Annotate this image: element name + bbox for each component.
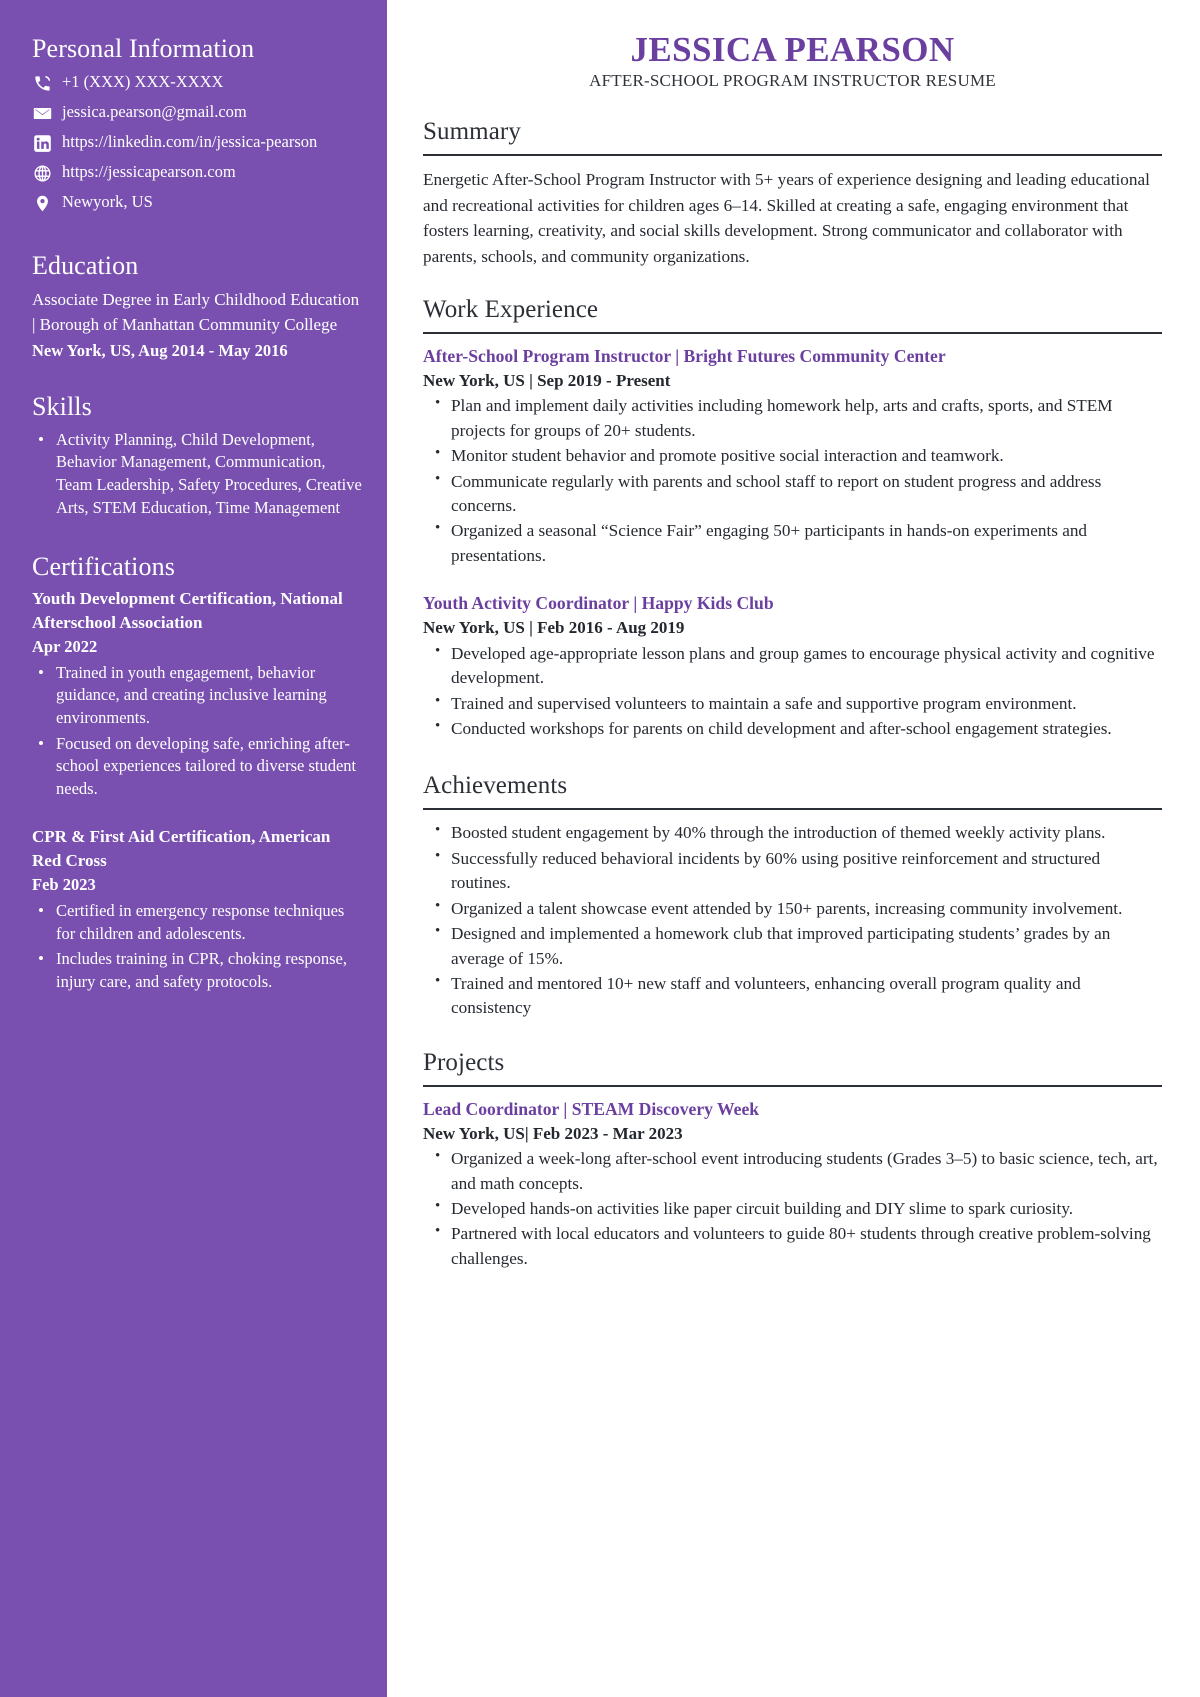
project-entry-meta: New York, US| Feb 2023 - Mar 2023 — [423, 1123, 683, 1143]
contact-list — [32, 71, 363, 214]
contact-linkedin — [32, 131, 363, 154]
achievement-bullet: • Successfully reduced behavioral incidents by 60% using positive reinforcement and structured routines. — [423, 847, 1162, 896]
contact-phone — [32, 71, 363, 94]
certification-title: Youth Development Certification, National Afterschool Association — [32, 589, 343, 632]
achievement-bullet: • Organized a talent showcase event attended by 150+ parents, increasing community involvement. — [423, 897, 1162, 921]
work-entry-meta: New York, US | Sep 2019 - Present — [423, 370, 671, 390]
section-divider — [423, 154, 1162, 156]
project-bullet: • Organized a week-long after-school event introducing students (Grades 3–5) to basic science, tech, art, and math concepts. — [423, 1147, 1162, 1196]
contact-email-value: jessica.pearson@gmail.com — [62, 102, 247, 121]
achievements-section — [423, 771, 1162, 1020]
work-experience-heading: Work Experience — [423, 296, 599, 323]
achievement-bullet: • Boosted student engagement by 40% through the introduction of themed weekly activity plans. — [423, 821, 1162, 845]
spacer — [32, 803, 363, 825]
summary-heading: Summary — [423, 118, 521, 146]
contact-website — [32, 161, 363, 184]
linkedin-icon — [32, 133, 53, 154]
contact-location-value: Newyork, US — [62, 192, 153, 211]
contact-phone-value: +1 (XXX) XXX-XXXX — [62, 72, 224, 91]
sidebar — [0, 0, 387, 1697]
work-bullet: • Conducted workshops for parents on child development and after-school engagement strategies. — [423, 717, 1162, 741]
spacer — [423, 269, 1162, 295]
section-divider — [423, 1085, 1162, 1087]
project-entry-title: Lead Coordinator | STEAM Discovery Week — [423, 1098, 760, 1119]
skills-list — [32, 429, 363, 519]
work-experience-section — [423, 295, 1162, 741]
contact-linkedin-value: https://linkedin.com/in/jessica-pearson — [62, 132, 318, 151]
spacer — [423, 745, 1162, 771]
project-entry-bullets — [423, 1147, 1162, 1271]
certification-bullet: • Includes training in CPR, choking response, injury care, and safety protocols. — [32, 948, 363, 993]
education-meta: New York, US, Aug 2014 - May 2016 — [32, 340, 288, 360]
contact-email — [32, 101, 363, 124]
project-bullet: • Developed hands-on activities like paper circuit building and DIY slime to spark curiosity. — [423, 1197, 1162, 1221]
spacer — [32, 522, 363, 552]
spacer — [423, 1022, 1162, 1048]
certification-bullet: • Trained in youth engagement, behavior guidance, and creating inclusive learning environments. — [32, 662, 363, 730]
certifications-heading: Certifications — [32, 552, 175, 582]
education-heading: Education — [32, 251, 139, 280]
globe-icon — [32, 163, 53, 184]
location-pin-icon — [32, 193, 53, 214]
work-entry-bullets — [423, 394, 1162, 568]
certification-entry — [32, 825, 363, 993]
certification-date: Feb 2023 — [32, 874, 96, 894]
work-entry-title: After-School Program Instructor | Bright Futures Community Center — [423, 346, 946, 366]
certification-bullets — [32, 662, 363, 801]
achievements-heading: Achievements — [423, 772, 568, 800]
projects-heading: Projects — [423, 1048, 505, 1076]
certification-entry — [32, 587, 363, 800]
skills-heading: Skills — [32, 391, 92, 421]
main-content — [387, 0, 1200, 1697]
work-bullet: • Developed age-appropriate lesson plans and group games to encourage physical activity and cognitive development. — [423, 642, 1162, 691]
education-degree: Associate Degree in Early Childhood Education | Borough of Manhattan Community College — [32, 290, 360, 334]
work-entry-bullets — [423, 642, 1162, 742]
work-bullet: • Monitor student behavior and promote positive social interaction and teamwork. — [423, 444, 1162, 468]
work-bullet: • Trained and supervised volunteers to maintain a safe and supportive program environment. — [423, 692, 1162, 716]
certification-date: Apr 2022 — [32, 636, 98, 656]
certification-bullet: • Certified in emergency response techniques for children and adolescents. — [32, 900, 363, 945]
candidate-name: JESSICA PEARSON — [630, 30, 955, 69]
certification-bullet: • Focused on developing safe, enriching after-school experiences tailored to diverse student needs. — [32, 733, 363, 801]
summary-text: Energetic After-School Program Instructor with 5+ years of experience designing and leading educational and recreational activities for children ages 6–14. Skilled at creating a safe, engaging environment that fosters learning, creativity, and social skills development. Strong communicator and collaborator with parents, schools, and community organizations. — [423, 170, 1150, 266]
work-bullet: • Communicate regularly with parents and school staff to report on student progress and address concerns. — [423, 470, 1162, 519]
spacer — [32, 362, 363, 392]
achievement-bullet: • Trained and mentored 10+ new staff and volunteers, enhancing overall program quality and consistency — [423, 972, 1162, 1021]
work-bullet: • Plan and implement daily activities including homework help, arts and crafts, sports, and STEM projects for groups of 20+ students. — [423, 394, 1162, 443]
contact-website-value: https://jessicapearson.com — [62, 162, 236, 181]
contact-location — [32, 191, 363, 214]
spacer — [32, 221, 363, 251]
projects-section — [423, 1048, 1162, 1271]
phone-icon — [32, 73, 53, 94]
work-entry-title: Youth Activity Coordinator | Happy Kids Club — [423, 593, 774, 614]
summary-section — [423, 117, 1162, 269]
work-entry — [423, 345, 1162, 568]
work-entry-meta: New York, US | Feb 2016 - Aug 2019 — [423, 618, 685, 638]
achievement-bullet: • Designed and implemented a homework club that improved participating students’ grades by an average of 15%. — [423, 922, 1162, 971]
work-entry — [423, 592, 1162, 741]
project-entry — [423, 1098, 1162, 1271]
project-bullet: • Partnered with local educators and volunteers to guide 80+ students through creative problem-solving challenges. — [423, 1222, 1162, 1271]
resume-subtitle: AFTER-SCHOOL PROGRAM INSTRUCTOR RESUME — [589, 71, 996, 91]
personal-information-heading: Personal Information — [32, 34, 255, 63]
section-divider — [423, 332, 1162, 334]
spacer — [423, 572, 1162, 592]
email-icon — [32, 103, 53, 124]
certification-bullets — [32, 900, 363, 993]
work-bullet: • Organized a seasonal “Science Fair” engaging 50+ participants in hands-on experiments and presentations. — [423, 519, 1162, 568]
section-divider — [423, 808, 1162, 810]
achievements-list — [423, 821, 1162, 1020]
certification-title: CPR & First Aid Certification, American Red Cross — [32, 827, 331, 871]
skills-item: • Activity Planning, Child Development, Behavior Management, Communication, Team Leadership, Safety Procedures, Creative Arts, STEM Education, Time Management — [32, 429, 363, 519]
